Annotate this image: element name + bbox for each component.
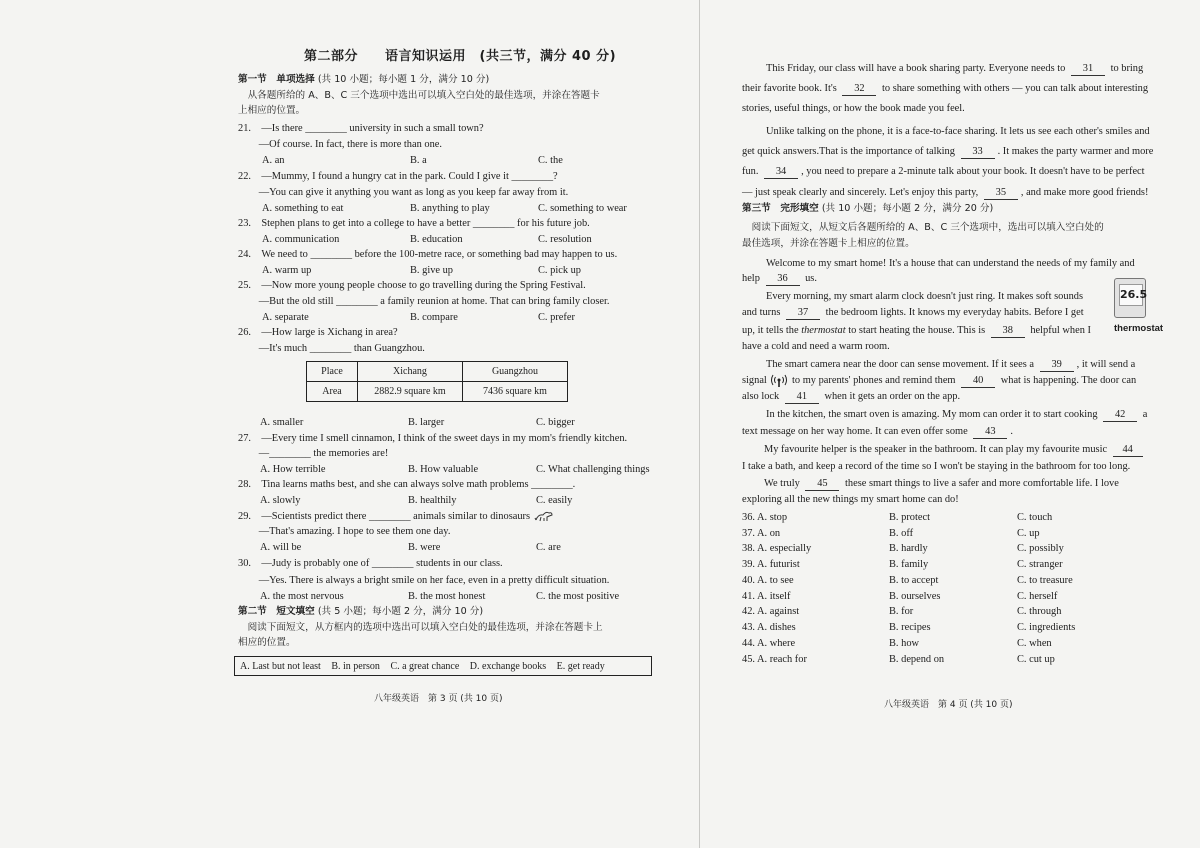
box-option-c: C. a great chance (390, 661, 460, 672)
text: , it will send a (1076, 359, 1136, 370)
table-row (307, 382, 568, 402)
table-cell: Xichang (358, 362, 463, 382)
q23-stem: 23. Stephen plans to get into a college to have a better ________ for his future job. (238, 218, 590, 229)
passage1-line (742, 164, 1145, 180)
option-a: 42. A. against (742, 606, 800, 617)
section1-title: 第一节 单项选择 (238, 74, 315, 85)
option-c: C. when (1017, 638, 1052, 649)
option-a: 44. A. where (742, 638, 796, 649)
q25-option-b: B. compare (410, 312, 458, 323)
q25-stem: 25. —Now more young people choose to go travelling during the Spring Festival. (238, 280, 586, 291)
q29-option-c: C. are (536, 542, 561, 553)
q30-option-c: C. the most positive (536, 591, 620, 602)
passage2-line (742, 305, 1084, 321)
section2-title: 第二节 短文填空 (238, 606, 315, 617)
q29-response: —That's amazing. I hope to see them one day. (238, 526, 451, 537)
q24-option-c: C. pick up (538, 265, 582, 276)
blank-35: 35 (984, 187, 1018, 200)
table-cell: 2882.9 square km (358, 382, 463, 402)
q28-option-b: B. healthily (408, 495, 457, 506)
passage2-line (742, 373, 1136, 389)
q26-option-a: A. smaller (260, 417, 304, 428)
option-b: B. family (889, 559, 929, 570)
text: these smart things to live a safer and more comfortable life. I love (845, 478, 1119, 489)
text: thermostat (801, 325, 846, 336)
option-c: C. possibly (1017, 543, 1064, 554)
q22-option-b: B. anything to play (410, 203, 490, 214)
blank-42: 42 (1103, 409, 1137, 422)
q26-option-b: B. larger (408, 417, 445, 428)
text: — just speak clearly and sincerely. Let's enjoy this party, (742, 187, 979, 198)
text: signal (742, 375, 767, 386)
option-c: C. to treasure (1017, 575, 1073, 586)
passage1-line (742, 144, 1153, 160)
blank-32: 32 (842, 83, 876, 96)
q29-option-a: A. will be (260, 542, 302, 553)
q29-option-b: B. were (408, 542, 441, 553)
box-option-a: A. Last but not least (240, 661, 321, 672)
q21-response: —Of course. In fact, there is more than one. (238, 139, 442, 150)
text: text message on her way home. It can even offer some (742, 426, 968, 437)
option-a: 39. A. futurist (742, 559, 800, 570)
left-page (238, 0, 660, 848)
section3-heading (742, 201, 993, 217)
table-header-row (307, 362, 568, 382)
page-footer-right: 八年级英语 第 4 页 (共 10 页) (884, 700, 1013, 710)
section1-instruction-2: 上相应的位置。 (238, 105, 306, 116)
q25-option-c: C. prefer (538, 312, 575, 323)
text: up, it tells the (742, 325, 799, 336)
passage2-line: Every morning, my smart alarm clock doesn't just ring. It makes soft sounds (766, 291, 1084, 302)
text: also lock (742, 391, 780, 402)
q22-option-a: A. something to eat (262, 203, 344, 214)
text: to share something with others — you can talk about interesting (882, 83, 1149, 94)
section3-instruction-2: 最佳选项，并涂在答题卡上相应的位置。 (742, 238, 915, 249)
thermostat-reading: 26.5 (1119, 284, 1143, 306)
part-title: 第二部分 语言知识运用 (共三节，满分 40 分) (304, 49, 617, 64)
passage1-line: Unlike talking on the phone, it is a face-to-face sharing. It lets us see each other's smiles and (766, 126, 1150, 137)
option-c: C. cut up (1017, 654, 1055, 665)
option-a: 36. A. stop (742, 512, 788, 523)
right-page (742, 0, 1164, 848)
box-option-d: D. exchange books (469, 661, 547, 672)
q23-option-a: A. communication (262, 234, 340, 245)
q25-option-a: A. separate (262, 312, 309, 323)
q21-option-a: A. an (262, 155, 285, 166)
q27-option-b: B. How valuable (408, 464, 479, 475)
text: My favourite helper is the speaker in the bathroom. It can play my favourite music (764, 444, 1108, 455)
q30-option-b: B. the most honest (408, 591, 486, 602)
q23-option-b: B. education (410, 234, 463, 245)
q29-stem: 29. —Scientists predict there ________ animals similar to dinosaurs (238, 511, 531, 522)
passage2-line (742, 271, 817, 287)
section2-instruction: 阅读下面短文，从方框内的选项中选出可以填入空白处的最佳选项，并涂在答题卡上 (238, 622, 603, 633)
text: We truly (764, 478, 800, 489)
passage2-line (766, 407, 1147, 423)
q24-option-b: B. give up (410, 265, 454, 276)
q28-stem: 28. Tina learns maths best, and she can always solve math problems ________. (238, 479, 576, 490)
text: The smart camera near the door can sense movement. If it sees a (766, 359, 1035, 370)
text: us. (805, 273, 817, 284)
option-a: 45. A. reach for (742, 654, 807, 665)
passage1-line (742, 185, 1148, 201)
q30-response: —Yes. There is always a bright smile on her face, even in a pretty difficult situation. (238, 575, 610, 586)
option-b: B. recipes (889, 622, 931, 633)
q21-option-b: B. a (410, 155, 427, 166)
blank-39: 39 (1040, 359, 1074, 372)
passage1-line (766, 61, 1143, 77)
option-b: B. off (889, 528, 914, 539)
dinosaur-icon (534, 509, 554, 523)
table-cell: Place (307, 362, 358, 382)
thermostat-caption: thermostat (1114, 323, 1164, 334)
blank-44: 44 (1113, 444, 1143, 457)
table-cell: Guangzhou (463, 362, 568, 382)
option-b: B. for (889, 606, 914, 617)
passage2-line (742, 424, 1013, 440)
q23-option-c: C. resolution (538, 234, 592, 245)
text: helpful when I (1030, 325, 1091, 336)
passage2-line (742, 389, 960, 405)
q30-option-a: A. the most nervous (260, 591, 344, 602)
q24-stem: 24. We need to ________ before the 100-metre race, or something bad may happen to us. (238, 249, 618, 260)
q27-option-a: A. How terrible (260, 464, 326, 475)
passage2-line (764, 476, 1119, 492)
section1-heading (238, 72, 489, 88)
q27-option-c: C. What challenging things (536, 464, 650, 475)
q28-option-c: C. easily (536, 495, 573, 506)
passage1-line (742, 81, 1148, 97)
section3-instruction: 阅读下面短文，从短文后各题所给的 A、B、C 三个选项中，选出可以填入空白处的 (742, 222, 1104, 233)
q28-option-a: A. slowly (260, 495, 301, 506)
options-box (234, 656, 652, 676)
area-table (306, 361, 568, 402)
passage2-line: exploring all the new things my smart home can do! (742, 494, 959, 505)
section1-instruction: 从各题所给的 A、B、C 三个选项中选出可以填入空白处的最佳选项，并涂在答题卡 (238, 90, 600, 101)
text: and turns (742, 307, 781, 318)
text: fun. (742, 166, 759, 177)
q22-option-c: C. something to wear (538, 203, 627, 214)
option-c: C. stranger (1017, 559, 1063, 570)
thermostat-image (1114, 278, 1146, 318)
option-a: 37. A. on (742, 528, 781, 539)
section2-note: (共 5 小题；每小题 2 分，满分 10 分) (317, 606, 484, 617)
text: In the kitchen, the smart oven is amazing. My mom can order it to start cooking (766, 409, 1098, 420)
text: their favorite book. It's (742, 83, 837, 94)
q22-response: —You can give it anything you want as long as you keep far away from it. (238, 187, 569, 198)
text: help (742, 273, 760, 284)
blank-43: 43 (973, 426, 1007, 439)
passage2-line: have a cold and need a warm room. (742, 341, 890, 352)
blank-31: 31 (1071, 63, 1105, 76)
option-b: B. protect (889, 512, 930, 523)
blank-37: 37 (786, 307, 820, 320)
passage1-line: stories, useful things, or how the book made you feel. (742, 103, 965, 114)
page-fold (699, 0, 700, 848)
text: , you need to prepare a 2-minute talk about your book. It doesn't have to be perfect (801, 166, 1145, 177)
section3-note: (共 10 小题；每小题 2 分，满分 20 分) (821, 203, 994, 214)
blank-33: 33 (961, 146, 995, 159)
section2-instruction-2: 相应的位置。 (238, 637, 296, 648)
passage2-line (742, 323, 1091, 339)
q27-response: —________ the memories are! (238, 448, 389, 459)
passage2-line (764, 442, 1146, 458)
q26-stem: 26. —How large is Xichang in area? (238, 327, 398, 338)
q26-option-c: C. bigger (536, 417, 575, 428)
section1-note: (共 10 小题；每小题 1 分，满分 10 分) (317, 74, 490, 85)
section2-heading (238, 604, 483, 620)
option-a: 40. A. to see (742, 575, 794, 586)
text: when it gets an order on the app. (824, 391, 961, 402)
signal-icon (769, 374, 789, 388)
box-option-e: E. get ready (556, 661, 605, 672)
text: . (1010, 426, 1013, 437)
option-c: C. touch (1017, 512, 1053, 523)
blank-36: 36 (766, 273, 800, 286)
option-b: B. hardly (889, 543, 928, 554)
table-cell: 7436 square km (463, 382, 568, 402)
q21-option-c: C. the (538, 155, 563, 166)
option-a: 38. A. especially (742, 543, 812, 554)
passage2-line (766, 357, 1135, 373)
q27-stem: 27. —Every time I smell cinnamon, I think of the sweet days in my mom's friendly kitchen. (238, 433, 628, 444)
box-option-b: B. in person (331, 661, 380, 672)
page-footer-left: 八年级英语 第 3 页 (共 10 页) (374, 694, 503, 704)
blank-34: 34 (764, 166, 798, 179)
passage2-line: Welcome to my smart home! It's a house that can understand the needs of my family and (766, 258, 1135, 269)
option-c: C. herself (1017, 591, 1058, 602)
blank-40: 40 (961, 375, 995, 388)
text: This Friday, our class will have a book sharing party. Everyone needs to (766, 63, 1066, 74)
text: a (1142, 409, 1148, 420)
q22-stem: 22. —Mummy, I found a hungry cat in the park. Could I give it ________? (238, 171, 558, 182)
q30-stem: 30. —Judy is probably one of ________ students in our class. (238, 558, 503, 569)
text: what is happening. The door can (1000, 375, 1137, 386)
passage2-line: I take a bath, and keep a record of the time so I won't be staying in the bathroom for too long. (742, 461, 1131, 472)
option-c: C. ingredients (1017, 622, 1076, 633)
option-b: B. ourselves (889, 591, 941, 602)
text: to my parents' phones and remind them (792, 375, 956, 386)
option-b: B. how (889, 638, 920, 649)
option-b: B. depend on (889, 654, 945, 665)
option-a: 41. A. itself (742, 591, 791, 602)
blank-38: 38 (991, 325, 1025, 338)
option-c: C. up (1017, 528, 1040, 539)
blank-41: 41 (785, 391, 819, 404)
q21-stem: 21. —Is there ________ university in such a small town? (238, 123, 484, 134)
text: get quick answers.That is the importance of talking (742, 146, 955, 157)
option-b: B. to accept (889, 575, 939, 586)
text: to start heating the house. This is (848, 325, 986, 336)
table-cell: Area (307, 382, 358, 402)
q24-option-a: A. warm up (262, 265, 312, 276)
section3-title: 第三节 完形填空 (742, 203, 819, 214)
option-a: 43. A. dishes (742, 622, 796, 633)
text: the bedroom lights. It knows my everyday habits. Before I get (825, 307, 1084, 318)
q26-response: —It's much ________ than Guangzhou. (238, 343, 425, 354)
text: to bring (1110, 63, 1144, 74)
text: , and make more good friends! (1020, 187, 1149, 198)
blank-45: 45 (805, 478, 839, 491)
q25-response: —But the old still ________ a family reunion at home. That can bring family closer. (238, 296, 610, 307)
option-c: C. through (1017, 606, 1062, 617)
text: . It makes the party warmer and more (997, 146, 1154, 157)
